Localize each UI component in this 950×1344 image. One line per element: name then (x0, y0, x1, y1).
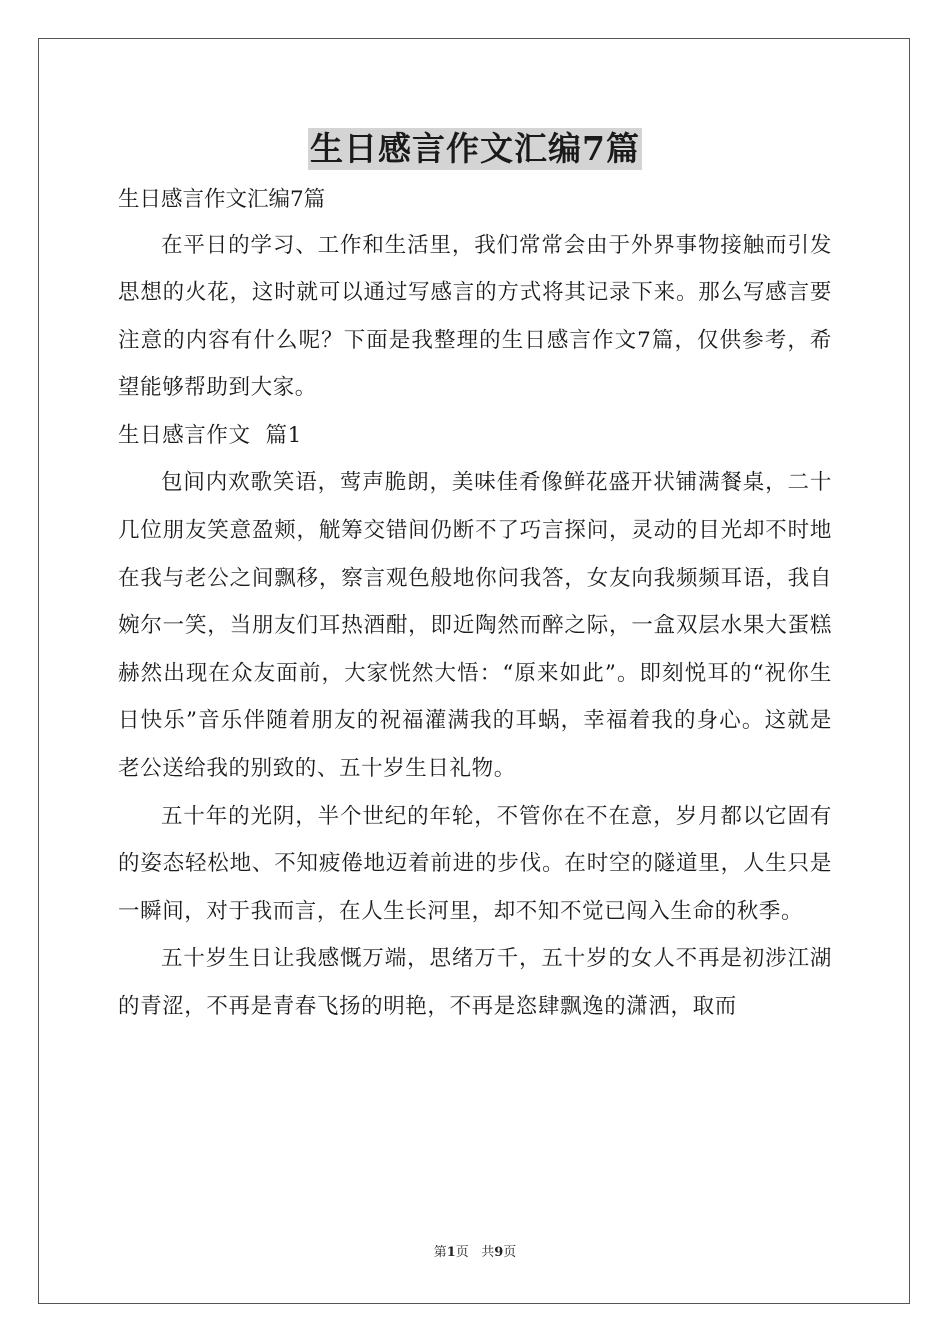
intro-paragraph: 在平日的学习、工作和生活里，我们常常会由于外界事物接触而引发思想的火花，这时就可以通过写感言的方式将其记录下来。那么写感言要注意的内容有什么呢？下面是我整理的生日感言作文7篇，仅供参考，希望能够帮助到大家。 (118, 232, 832, 401)
document-title: 生日感言作文汇编7篇 (310, 129, 640, 168)
body-paragraph-1: 包间内欢歌笑语，莺声脆朗，美味佳肴像鲜花盛开状铺满餐桌，二十几位朋友笑意盈颊，觥筹交错间仍断不了巧言探问，灵动的目光却不时地在我与老公之间飘移，察言观色般地你问我答，女友向我频频耳语，我自婉尔一笑，当朋友们耳热酒酣，即近陶然而醉之际，一盒双层水果大蛋糕赫然出现在众友面前，大家恍然大悟：“原来如此”。即刻悦耳的“祝你生日快乐”音乐伴随着朋友的祝福灌满我的耳蜗，幸福着我的身心。这就是老公送给我的别致的、五十岁生日礼物。 (118, 470, 832, 782)
footer-prefix: 第 (433, 1245, 447, 1260)
footer-suffix: 页 (503, 1245, 517, 1260)
document-body (118, 178, 832, 1031)
section-heading: 生日感言作文 篇1 (118, 422, 302, 448)
footer-total-pages: 9 (494, 1245, 504, 1260)
body-paragraph-3: 五十岁生日让我感慨万端，思绪万千，五十岁的女人不再是初涉江湖的青涩，不再是青春飞扬的明艳，不再是恣肆飘逸的潇洒，取而 (118, 946, 832, 1019)
page-footer (0, 1244, 950, 1262)
body-paragraph-2: 五十年的光阴，半个世纪的年轮，不管你在不在意，岁月都以它固有的姿态轻松地、不知疲倦地迈着前进的步伐。在时空的隧道里，人生只是一瞬间，对于我而言，在人生长河里，却不知不觉已闯入生命的秋季。 (118, 803, 832, 924)
document-subtitle: 生日感言作文汇编7篇 (118, 187, 326, 212)
title-container (0, 128, 950, 170)
footer-mid: 页 共 (455, 1245, 495, 1260)
footer-current-page: 1 (446, 1245, 456, 1260)
